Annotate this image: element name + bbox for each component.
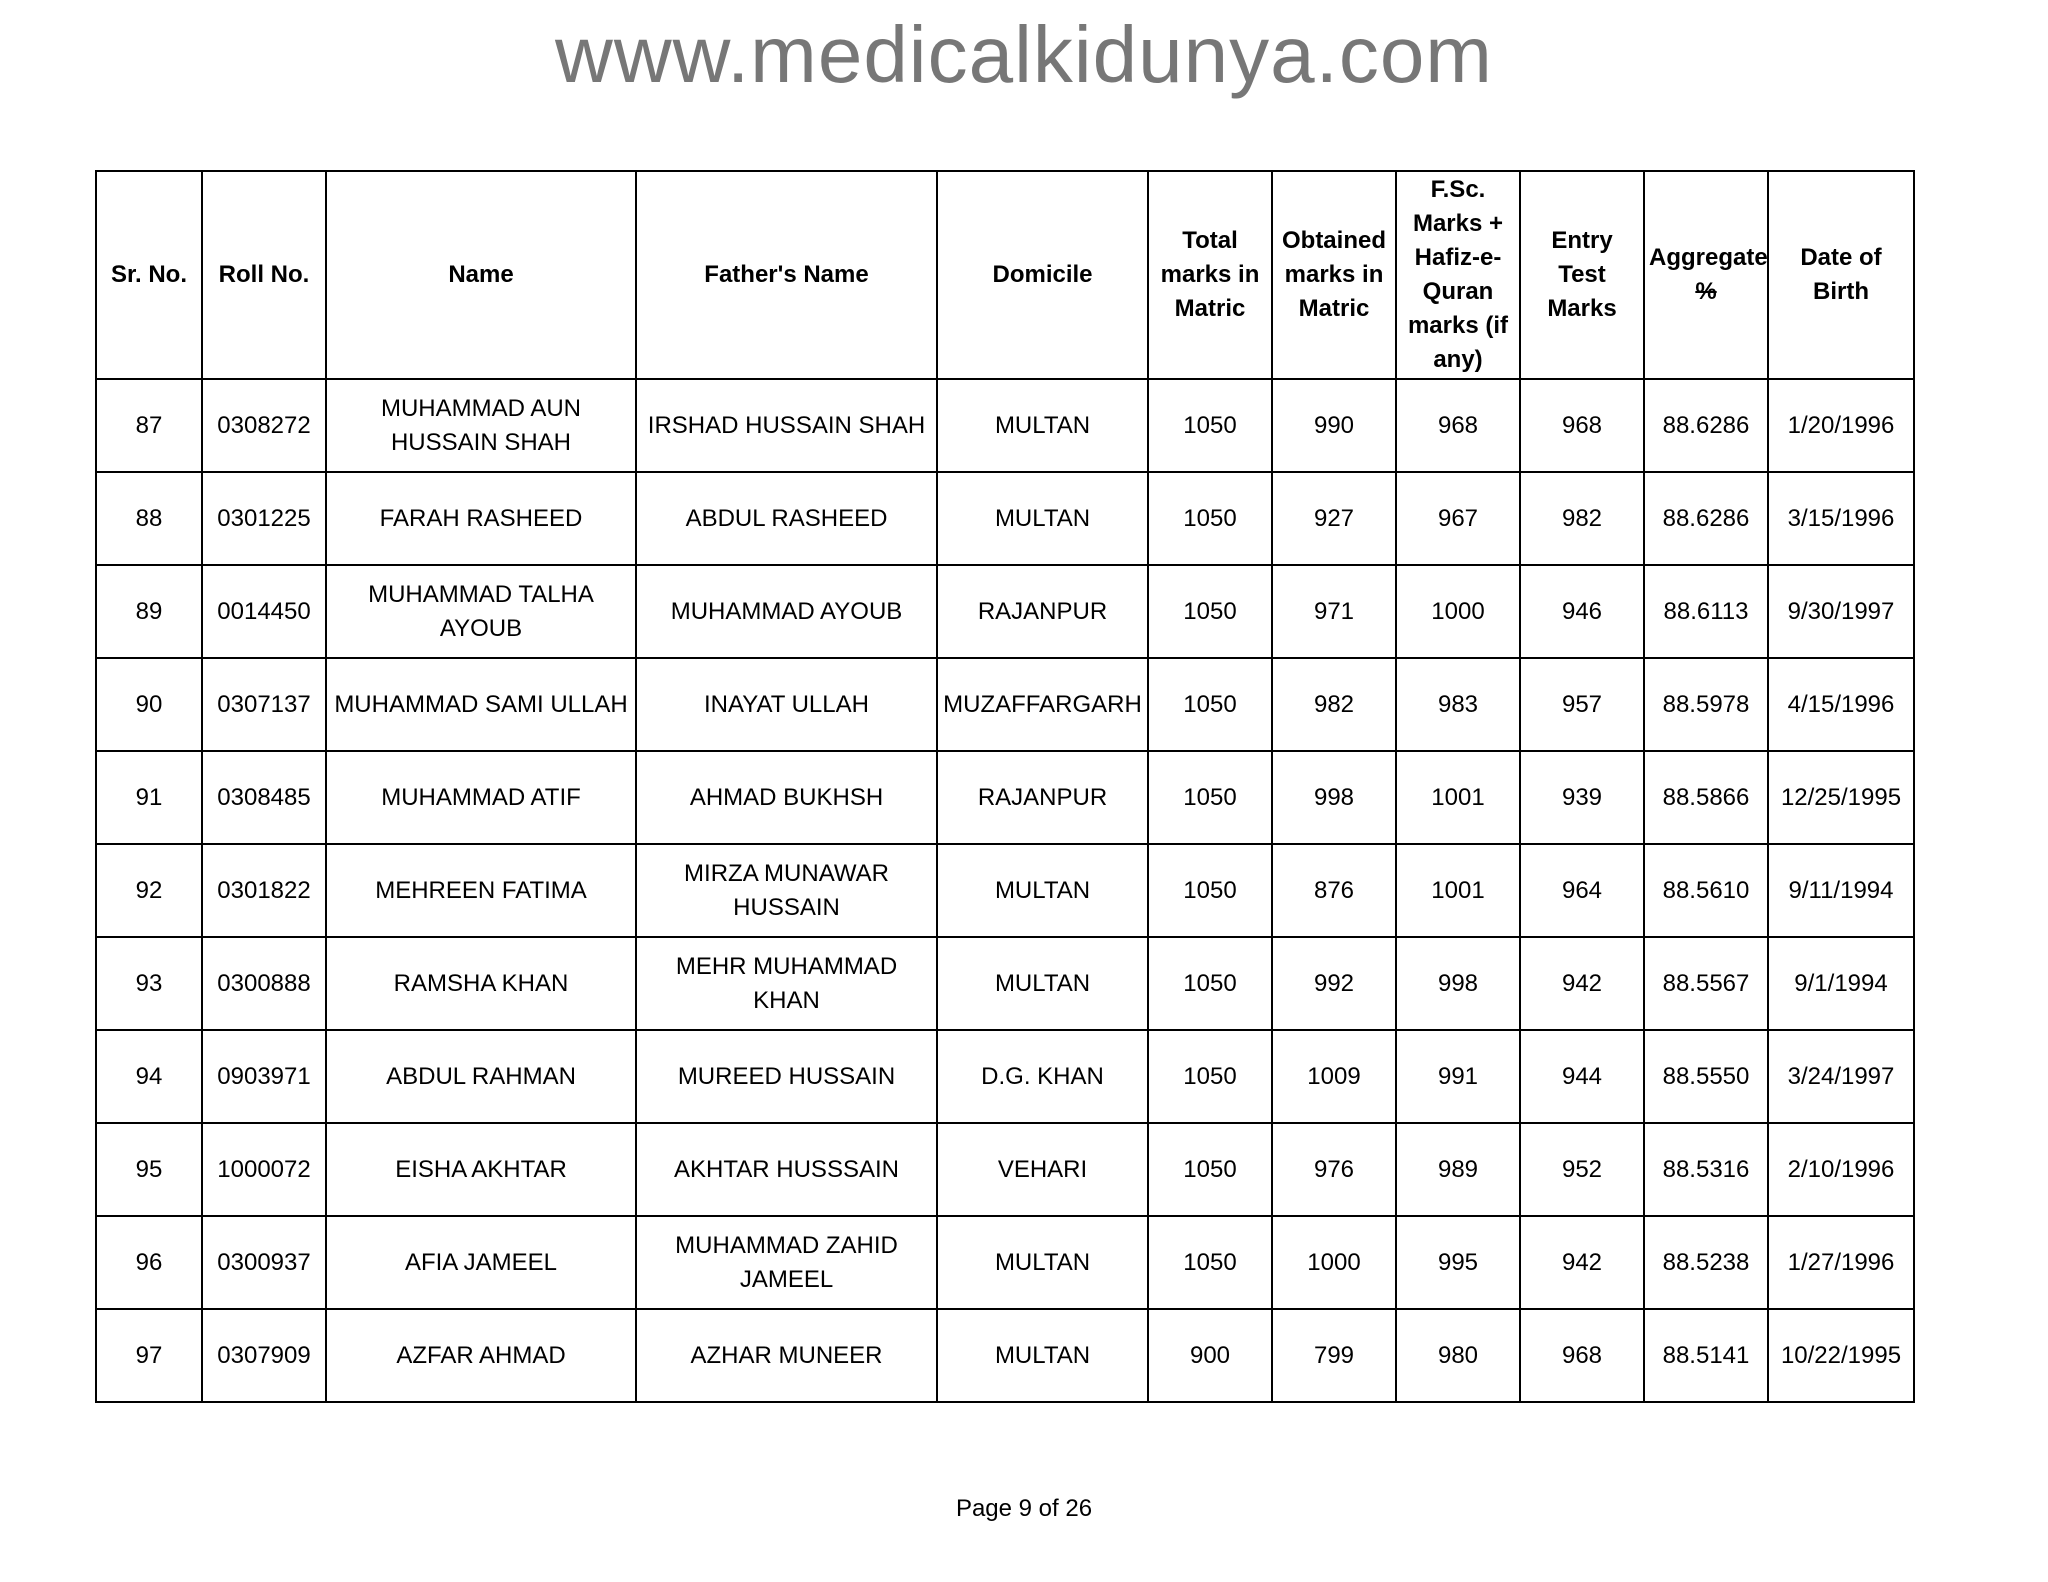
cell-roll-no: 0307909 bbox=[202, 1309, 326, 1402]
cell-name: AFIA JAMEEL bbox=[326, 1216, 636, 1309]
header-aggregate-text: Aggregate bbox=[1649, 244, 1768, 271]
cell-domicile: D.G. KHAN bbox=[937, 1030, 1148, 1123]
cell-dob: 12/25/1995 bbox=[1768, 751, 1914, 844]
cell-name: FARAH RASHEED bbox=[326, 472, 636, 565]
cell-total-matric: 1050 bbox=[1148, 1030, 1272, 1123]
cell-aggregate: 88.6286 bbox=[1644, 379, 1768, 472]
cell-name: RAMSHA KHAN bbox=[326, 937, 636, 1030]
cell-obtained-matric: 927 bbox=[1272, 472, 1396, 565]
page-number: Page 9 of 26 bbox=[955, 1495, 1093, 1522]
cell-aggregate: 88.5866 bbox=[1644, 751, 1768, 844]
cell-total-matric: 1050 bbox=[1148, 472, 1272, 565]
table-row bbox=[96, 937, 1914, 1030]
cell-aggregate: 88.5550 bbox=[1644, 1030, 1768, 1123]
cell-sr-no: 88 bbox=[96, 472, 202, 565]
cell-fsc-marks: 991 bbox=[1396, 1030, 1520, 1123]
cell-total-matric: 1050 bbox=[1148, 844, 1272, 937]
cell-total-matric: 1050 bbox=[1148, 565, 1272, 658]
cell-dob: 3/24/1997 bbox=[1768, 1030, 1914, 1123]
table-body bbox=[96, 379, 1914, 1402]
cell-obtained-matric: 876 bbox=[1272, 844, 1396, 937]
table-row bbox=[96, 1123, 1914, 1216]
table-row bbox=[96, 658, 1914, 751]
cell-father-name: MIRZA MUNAWAR HUSSAIN bbox=[636, 844, 937, 937]
table-row bbox=[96, 472, 1914, 565]
header-dob: Date of Birth bbox=[1768, 171, 1914, 379]
cell-dob: 10/22/1995 bbox=[1768, 1309, 1914, 1402]
cell-fsc-marks: 1000 bbox=[1396, 565, 1520, 658]
header-roll-no: Roll No. bbox=[202, 171, 326, 379]
cell-sr-no: 89 bbox=[96, 565, 202, 658]
header-obtained-matric: Obtained marks in Matric bbox=[1272, 171, 1396, 379]
header-fsc-marks: F.Sc. Marks + Hafiz-e-Quran marks (if any) bbox=[1396, 171, 1520, 379]
merit-list-table bbox=[95, 170, 1915, 1403]
cell-name: ABDUL RAHMAN bbox=[326, 1030, 636, 1123]
cell-father-name: MUHAMMAD ZAHID JAMEEL bbox=[636, 1216, 937, 1309]
cell-sr-no: 96 bbox=[96, 1216, 202, 1309]
cell-father-name: ABDUL RASHEED bbox=[636, 472, 937, 565]
cell-domicile: RAJANPUR bbox=[937, 565, 1148, 658]
cell-name: MUHAMMAD AUN HUSSAIN SHAH bbox=[326, 379, 636, 472]
cell-aggregate: 88.5141 bbox=[1644, 1309, 1768, 1402]
cell-entry-test: 968 bbox=[1520, 1309, 1644, 1402]
cell-dob: 1/20/1996 bbox=[1768, 379, 1914, 472]
cell-father-name: AKHTAR HUSSSAIN bbox=[636, 1123, 937, 1216]
cell-dob: 9/11/1994 bbox=[1768, 844, 1914, 937]
header-aggregate-symbol: % bbox=[1695, 278, 1717, 305]
cell-aggregate: 88.5978 bbox=[1644, 658, 1768, 751]
cell-father-name: IRSHAD HUSSAIN SHAH bbox=[636, 379, 937, 472]
table-row bbox=[96, 1030, 1914, 1123]
cell-domicile: MULTAN bbox=[937, 1309, 1148, 1402]
table-row bbox=[96, 1309, 1914, 1402]
header-row bbox=[96, 171, 1914, 379]
header-domicile: Domicile bbox=[937, 171, 1148, 379]
cell-sr-no: 90 bbox=[96, 658, 202, 751]
cell-father-name: AZHAR MUNEER bbox=[636, 1309, 937, 1402]
cell-sr-no: 87 bbox=[96, 379, 202, 472]
cell-fsc-marks: 983 bbox=[1396, 658, 1520, 751]
cell-sr-no: 93 bbox=[96, 937, 202, 1030]
cell-domicile: MULTAN bbox=[937, 472, 1148, 565]
header-entry-test: Entry Test Marks bbox=[1520, 171, 1644, 379]
cell-name: AZFAR AHMAD bbox=[326, 1309, 636, 1402]
cell-roll-no: 0300937 bbox=[202, 1216, 326, 1309]
cell-total-matric: 1050 bbox=[1148, 937, 1272, 1030]
cell-roll-no: 0903971 bbox=[202, 1030, 326, 1123]
cell-name: MUHAMMAD SAMI ULLAH bbox=[326, 658, 636, 751]
header-sr-no: Sr. No. bbox=[96, 171, 202, 379]
cell-father-name: AHMAD BUKHSH bbox=[636, 751, 937, 844]
cell-dob: 4/15/1996 bbox=[1768, 658, 1914, 751]
cell-obtained-matric: 998 bbox=[1272, 751, 1396, 844]
cell-roll-no: 0308272 bbox=[202, 379, 326, 472]
cell-fsc-marks: 1001 bbox=[1396, 844, 1520, 937]
cell-domicile: VEHARI bbox=[937, 1123, 1148, 1216]
cell-entry-test: 946 bbox=[1520, 565, 1644, 658]
cell-domicile: RAJANPUR bbox=[937, 751, 1148, 844]
cell-fsc-marks: 995 bbox=[1396, 1216, 1520, 1309]
cell-roll-no: 0014450 bbox=[202, 565, 326, 658]
cell-sr-no: 95 bbox=[96, 1123, 202, 1216]
header-total-matric: Total marks in Matric bbox=[1148, 171, 1272, 379]
cell-sr-no: 91 bbox=[96, 751, 202, 844]
cell-total-matric: 1050 bbox=[1148, 379, 1272, 472]
cell-entry-test: 952 bbox=[1520, 1123, 1644, 1216]
cell-obtained-matric: 1009 bbox=[1272, 1030, 1396, 1123]
cell-fsc-marks: 1001 bbox=[1396, 751, 1520, 844]
cell-entry-test: 942 bbox=[1520, 937, 1644, 1030]
watermark-url: www.medicalkidunya.com bbox=[555, 10, 1493, 99]
cell-fsc-marks: 989 bbox=[1396, 1123, 1520, 1216]
cell-aggregate: 88.6286 bbox=[1644, 472, 1768, 565]
table-row bbox=[96, 379, 1914, 472]
cell-father-name: MUHAMMAD AYOUB bbox=[636, 565, 937, 658]
cell-obtained-matric: 976 bbox=[1272, 1123, 1396, 1216]
cell-name: MUHAMMAD TALHA AYOUB bbox=[326, 565, 636, 658]
header-father-name: Father's Name bbox=[636, 171, 937, 379]
cell-father-name: INAYAT ULLAH bbox=[636, 658, 937, 751]
cell-total-matric: 1050 bbox=[1148, 751, 1272, 844]
cell-domicile: MULTAN bbox=[937, 844, 1148, 937]
cell-dob: 2/10/1996 bbox=[1768, 1123, 1914, 1216]
cell-total-matric: 1050 bbox=[1148, 1123, 1272, 1216]
cell-aggregate: 88.5567 bbox=[1644, 937, 1768, 1030]
header-name: Name bbox=[326, 171, 636, 379]
cell-aggregate: 88.5238 bbox=[1644, 1216, 1768, 1309]
cell-domicile: MULTAN bbox=[937, 1216, 1148, 1309]
cell-obtained-matric: 799 bbox=[1272, 1309, 1396, 1402]
cell-father-name: MUREED HUSSAIN bbox=[636, 1030, 937, 1123]
cell-roll-no: 0301225 bbox=[202, 472, 326, 565]
cell-obtained-matric: 971 bbox=[1272, 565, 1396, 658]
cell-obtained-matric: 982 bbox=[1272, 658, 1396, 751]
cell-dob: 9/1/1994 bbox=[1768, 937, 1914, 1030]
cell-total-matric: 1050 bbox=[1148, 658, 1272, 751]
table-row bbox=[96, 844, 1914, 937]
cell-roll-no: 1000072 bbox=[202, 1123, 326, 1216]
cell-aggregate: 88.5610 bbox=[1644, 844, 1768, 937]
cell-roll-no: 0307137 bbox=[202, 658, 326, 751]
cell-name: EISHA AKHTAR bbox=[326, 1123, 636, 1216]
cell-roll-no: 0300888 bbox=[202, 937, 326, 1030]
cell-obtained-matric: 992 bbox=[1272, 937, 1396, 1030]
cell-total-matric: 900 bbox=[1148, 1309, 1272, 1402]
cell-aggregate: 88.5316 bbox=[1644, 1123, 1768, 1216]
cell-entry-test: 944 bbox=[1520, 1030, 1644, 1123]
cell-name: MUHAMMAD ATIF bbox=[326, 751, 636, 844]
cell-sr-no: 92 bbox=[96, 844, 202, 937]
cell-roll-no: 0301822 bbox=[202, 844, 326, 937]
cell-aggregate: 88.6113 bbox=[1644, 565, 1768, 658]
cell-total-matric: 1050 bbox=[1148, 1216, 1272, 1309]
cell-roll-no: 0308485 bbox=[202, 751, 326, 844]
header-aggregate bbox=[1644, 171, 1768, 379]
cell-sr-no: 94 bbox=[96, 1030, 202, 1123]
cell-fsc-marks: 980 bbox=[1396, 1309, 1520, 1402]
cell-fsc-marks: 968 bbox=[1396, 379, 1520, 472]
cell-fsc-marks: 998 bbox=[1396, 937, 1520, 1030]
cell-obtained-matric: 1000 bbox=[1272, 1216, 1396, 1309]
cell-entry-test: 964 bbox=[1520, 844, 1644, 937]
cell-sr-no: 97 bbox=[96, 1309, 202, 1402]
cell-entry-test: 942 bbox=[1520, 1216, 1644, 1309]
cell-entry-test: 982 bbox=[1520, 472, 1644, 565]
cell-domicile: MULTAN bbox=[937, 379, 1148, 472]
cell-fsc-marks: 967 bbox=[1396, 472, 1520, 565]
cell-father-name: MEHR MUHAMMAD KHAN bbox=[636, 937, 937, 1030]
cell-domicile: MULTAN bbox=[937, 937, 1148, 1030]
cell-dob: 1/27/1996 bbox=[1768, 1216, 1914, 1309]
cell-entry-test: 939 bbox=[1520, 751, 1644, 844]
cell-dob: 3/15/1996 bbox=[1768, 472, 1914, 565]
cell-name: MEHREEN FATIMA bbox=[326, 844, 636, 937]
cell-dob: 9/30/1997 bbox=[1768, 565, 1914, 658]
cell-entry-test: 957 bbox=[1520, 658, 1644, 751]
table-row bbox=[96, 565, 1914, 658]
cell-obtained-matric: 990 bbox=[1272, 379, 1396, 472]
table-row bbox=[96, 1216, 1914, 1309]
table-row bbox=[96, 751, 1914, 844]
cell-domicile: MUZAFFARGARH bbox=[937, 658, 1148, 751]
cell-entry-test: 968 bbox=[1520, 379, 1644, 472]
